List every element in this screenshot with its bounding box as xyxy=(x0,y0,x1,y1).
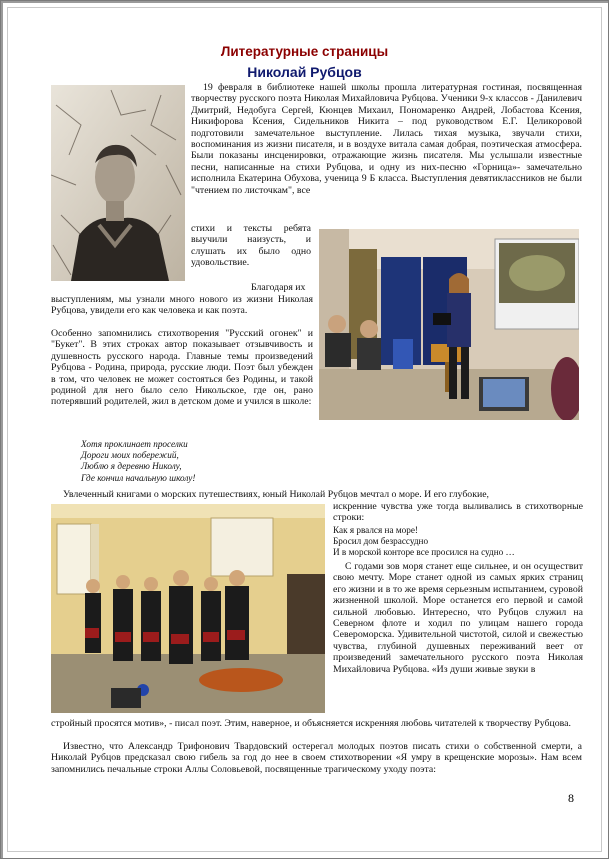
intro-end: выступлениям, мы узнали много нового из жизни Николая Рубцова, увидели его как человека и как поэта. xyxy=(51,294,313,317)
sea-dream-continuation: искренние чувства уже тогда выливались в стихотворные строки: xyxy=(333,501,583,524)
page-number: 8 xyxy=(568,791,574,805)
poems-paragraph: Особенно запомнились стихотворения "Русский огонек" и "Букет". В этих строках автор показывает отзывчивость и душевность русского народа. Главные темы произведений Рубцова - Родина, природа, русские люди. Поэт был убежден в том, что человек не может состояться без Родины, и такой родиной для него было село Никольское, где он, рано потерявший родителей, жил в детском доме и учился в школе: xyxy=(51,328,313,408)
poem-excerpt-2: Как я рвался на море! Бросил дом безрассудно И в морской конторе все просился на судно … xyxy=(333,525,515,558)
intro-thanks: Благодаря их xyxy=(251,282,306,293)
section-title: Литературные страницы xyxy=(220,44,389,59)
intro-continuation: стихи и тексты ребята выучили наизусть, и слушать их было одно удовольствие. xyxy=(191,223,311,269)
sea-dream-paragraph: Увлеченный книгами о морских путешествиях, юный Николай Рубцов мечтал о море. И его глубокие, xyxy=(63,489,489,500)
students-photo xyxy=(51,504,325,713)
intro-paragraph: 19 февраля в библиотеке нашей школы прошла литературная гостиная, посвященная творчеству русского поэта Николая Михайловича Рубцова. Ученики 9-х классов - Данилевич Дмитрий, Недобуга Сергей, Кюнцев Михаил, Пономаренко Андрей, Лобастова Ксения, Никифорова Ксения, Сидельников Никита – под руководством Е.Г. Целикоровой подготовили замечательное выступление. Лилась тихая музыка, звучали стихи, воспоминания из жизни писателя, и в воздухе витала самая добрая, поэтическая атмосфера. Были показаны инсценировки, отражающие жизнь писателя. Мы услышали известные песни, написанные на стихи Рубцова, и одну из них-песню «Горница»- замечательно исполнила Екатерина Обухова, ученица 9 Б класса. Выступления девятиклассников не были "чтением по листочкам", все xyxy=(191,82,582,196)
sea-paragraph: С годами зов моря станет еще сильнее, и он осуществит свою мечту. Море станет одной из самых ярких страниц его жизни и в то же время серьезным испытанием, суровой жизненной школой. Море останется его первой и самой сильной любовью. Интересно, что Рубцов служил на Северном флоте и ходил по улицам нашего города Североморска. Удивительной чистотой, силой и свежестью чувства, глубиной душевных переживаний веет от произведений замечательного русского поэта Николая Михайловича Рубцова. «Из души живые звуки в xyxy=(333,561,583,675)
singer-photo xyxy=(319,229,579,420)
portrait-photo xyxy=(51,85,185,281)
death-paragraph: Известно, что Александр Трифонович Твардовский остерегал молодых поэтов писать стихи о собственной смерти, а Николай Рубцов предсказал свою гибель за год до нее в своем стихотворении «Я умру в крещенские морозы». Нам всем запомнились печальные строки Аллы Соловьевой, посвященные трагическому уходу поэта: xyxy=(51,741,582,775)
sea-paragraph-end: стройный просятся мотив», - писал поэт. Этим, наверное, и объясняется искренняя любовь читателей к творчеству Рубцова. xyxy=(51,718,571,729)
poem-excerpt-1: Хотя проклинает проселки Дороги моих побережий, Люблю я деревню Николу, Где кончил начальную школу! xyxy=(81,439,196,483)
article-title: Николай Рубцов xyxy=(247,64,362,80)
